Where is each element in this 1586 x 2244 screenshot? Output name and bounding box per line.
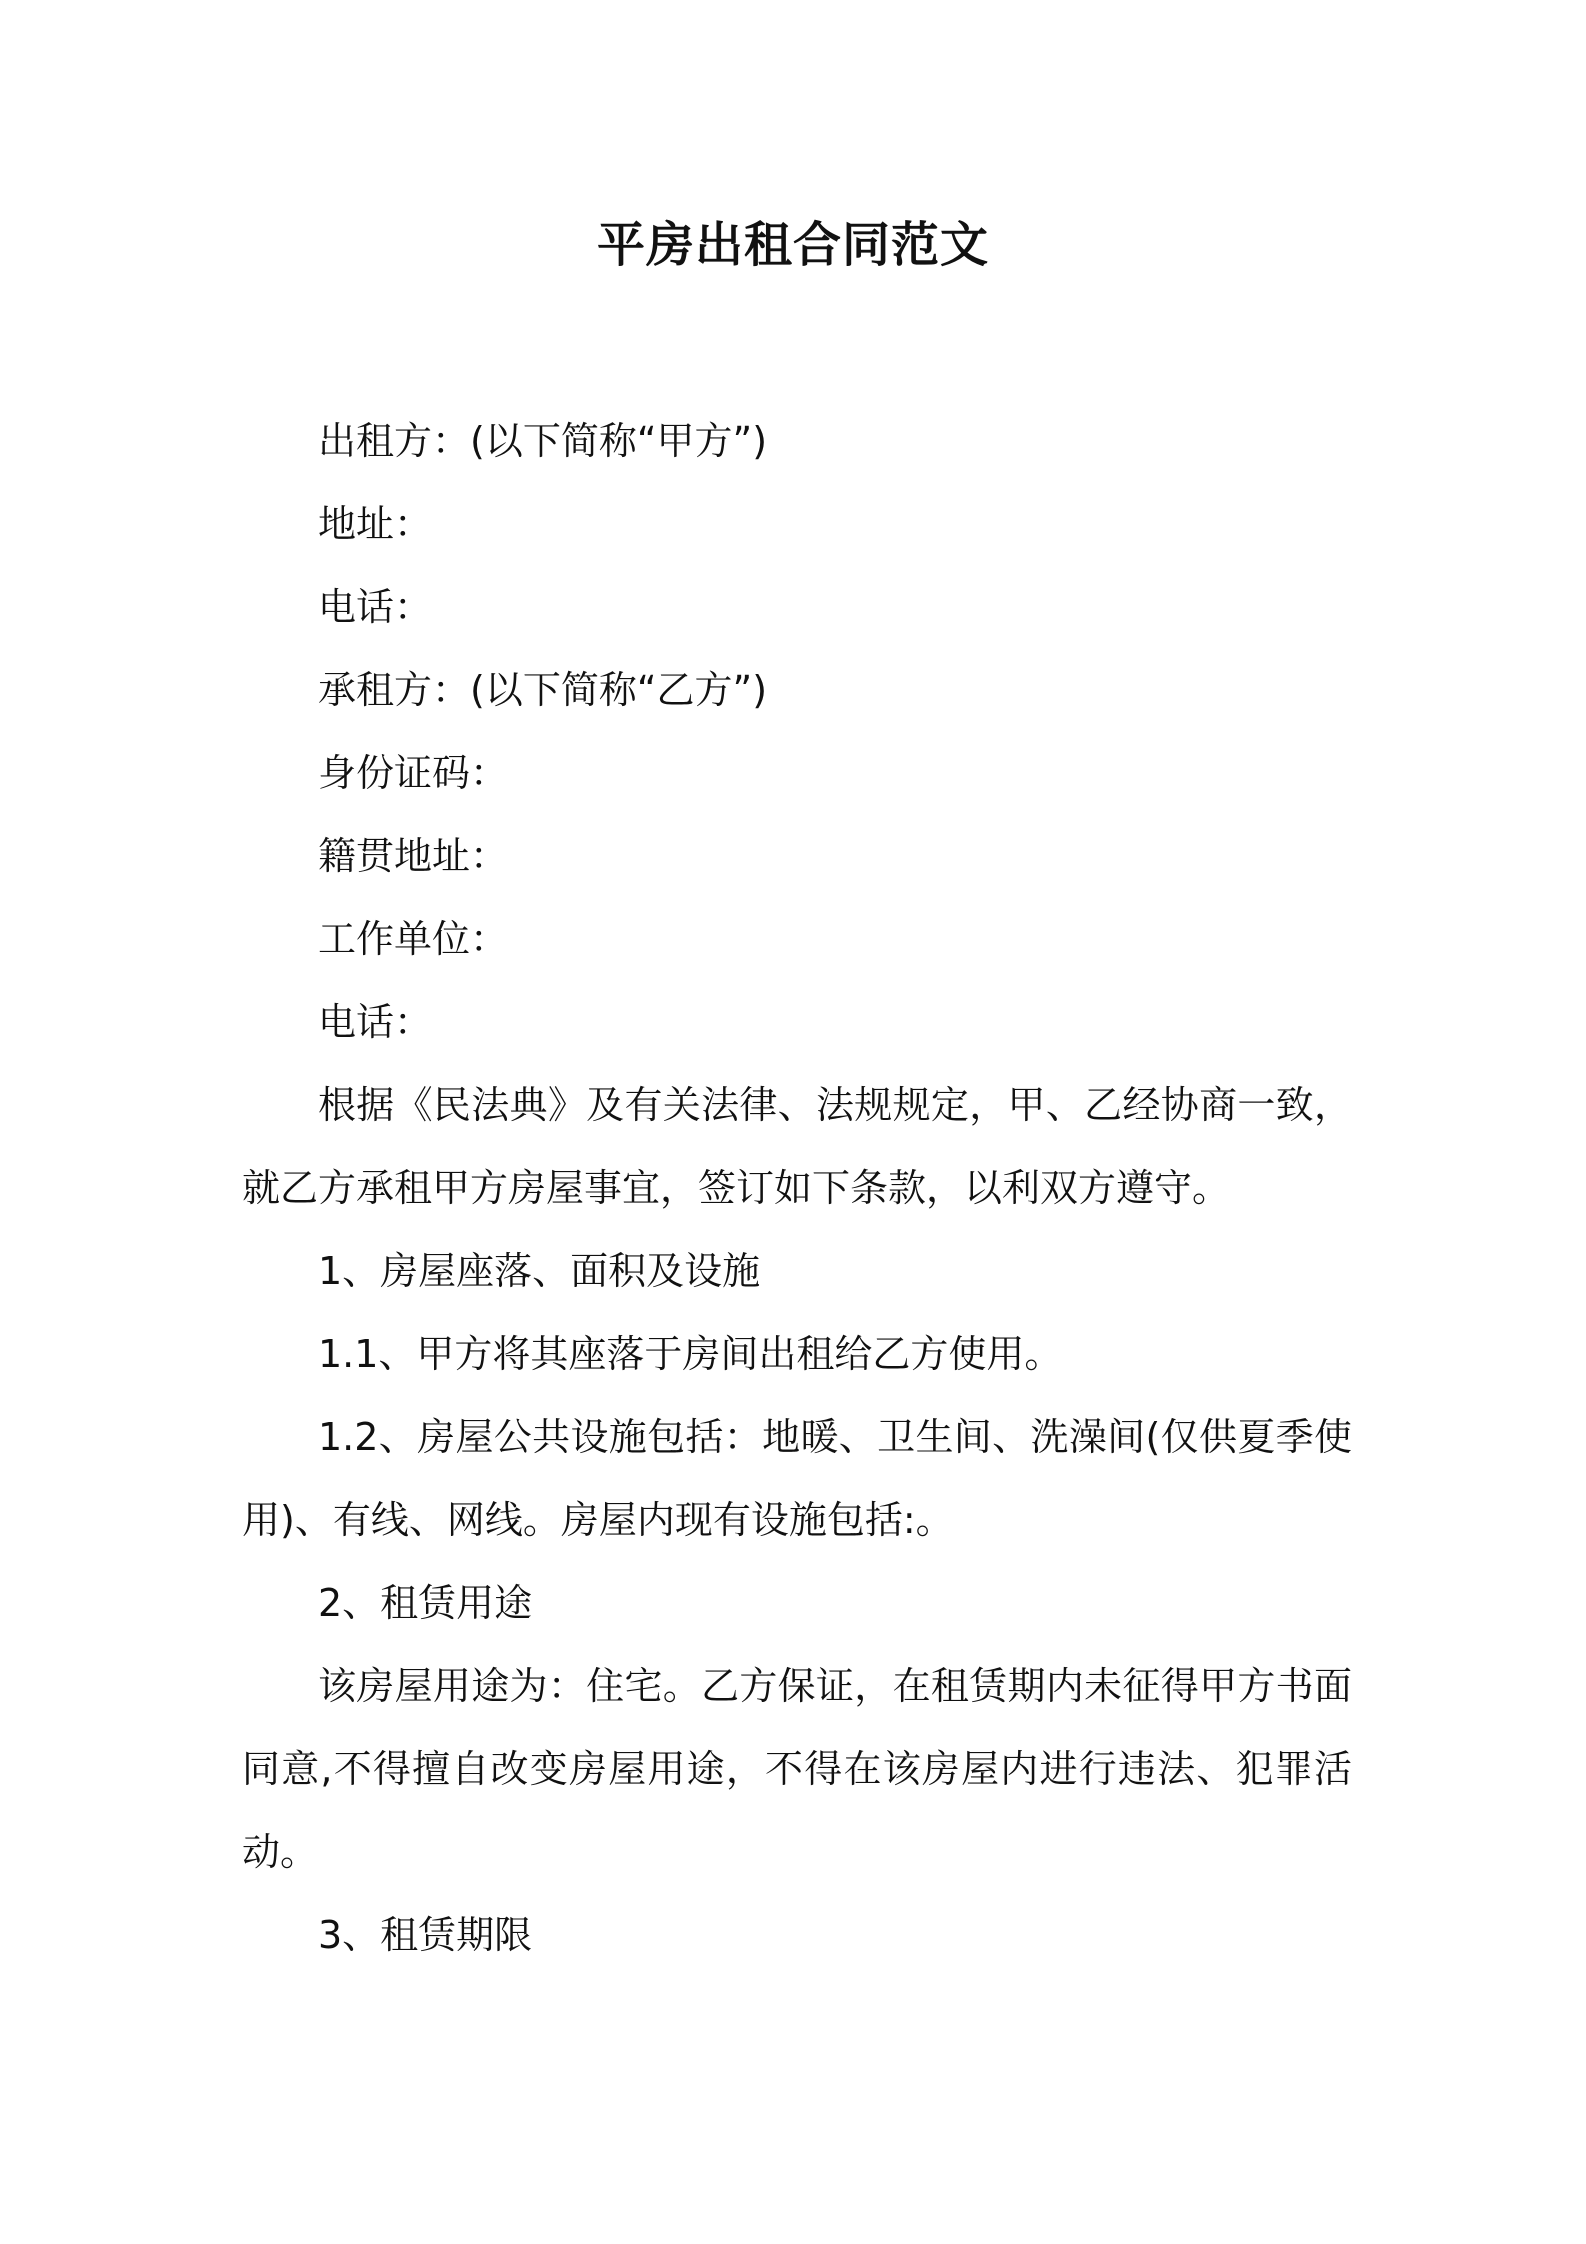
lessee-workplace-line: 工作单位：	[318, 917, 509, 961]
document-body	[242, 400, 1352, 1977]
section-heading: 2、租赁用途	[318, 1581, 533, 1625]
lessor-line: 出租方：(以下简称“甲方”)	[318, 419, 768, 463]
section-heading: 1、房屋座落、面积及设施	[318, 1249, 761, 1293]
lessor-address-line: 地址：	[318, 502, 433, 546]
lessee-phone-line: 电话：	[318, 1000, 433, 1044]
document-title: 平房出租合同范文	[596, 217, 989, 273]
clause-paragraph: 1.1、甲方将其座落于房间出租给乙方使用。	[318, 1332, 1063, 1376]
section-heading: 3、租赁期限	[318, 1913, 533, 1957]
lessor-phone-line: 电话：	[318, 585, 433, 629]
preamble-paragraph: 根据《民法典》及有关法律、法规规定，甲、乙经协商一致，就乙方承租甲方房屋事宜，签订如下条款，以利双方遵守。	[242, 1083, 1352, 1210]
clause-paragraph: 该房屋用途为：住宅。乙方保证，在租赁期内未征得甲方书面同意,不得擅自改变房屋用途，不得在该房屋内进行违法、犯罪活动。	[242, 1664, 1352, 1874]
clause-paragraph: 1.2、房屋公共设施包括：地暖、卫生间、洗澡间(仅供夏季使用)、有线、网线。房屋内现有设施包括:。	[242, 1415, 1352, 1542]
lessee-native-address-line: 籍贯地址：	[318, 834, 509, 878]
lessee-id-line: 身份证码：	[318, 751, 509, 795]
lessee-line: 承租方：(以下简称“乙方”)	[318, 668, 768, 712]
